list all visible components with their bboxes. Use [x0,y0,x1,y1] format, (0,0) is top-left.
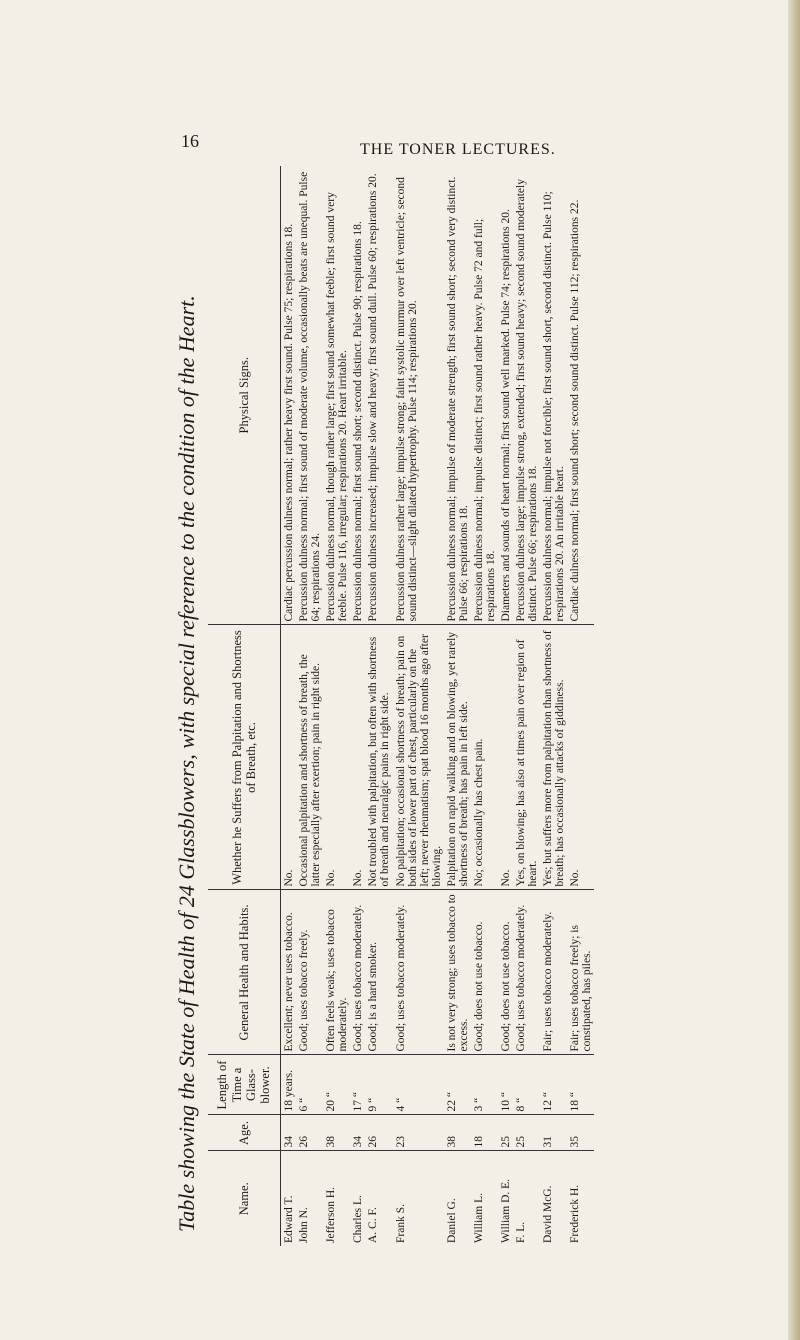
header-row [208,166,281,1246]
cell-length: 12 “ [540,1055,567,1115]
cell-general: Is not very strong; uses tobacco to excess. [444,890,471,1055]
cell-name: F. L. [515,1221,528,1243]
cell-length: 20 “ [323,1055,350,1115]
health-table [208,166,594,1246]
cell-name: Charles L. [352,1195,365,1243]
header-palpitation: Whether he Suffers from Palpitation and Shortness of Breath, etc. [208,625,281,890]
cell-age: 31 [540,1115,567,1151]
cell-length: 10 “ [498,1055,513,1115]
table-row [513,166,540,1246]
cell-palpitation: Yes, on blowing; has also at times pain over region of heart. [513,625,540,890]
header-physical: Physical Signs. [208,166,281,625]
cell-general: Good; uses tobacco freely. [296,890,323,1055]
table-row [365,166,392,1246]
cell-palpitation: Yes; but suffers more from palpitation than shortness of breath; has occasionally attacks of giddiness. [540,625,567,890]
cell-palpitation: Palpitation on rapid walking and on blowing, yet rarely shortness of breath; has pain in left side. [444,625,471,890]
cell-age: 34 [281,1115,297,1151]
header-name: Name. [208,1151,281,1246]
cell-name: A. C. F. [367,1207,380,1243]
cell-general: Good; does not use tobacco. [498,890,513,1055]
cell-name: Edward T. [283,1195,295,1243]
cell-physical: Cardiac dulness normal; first sound short; second sound distinct. Pulse 112; respirations 22. [567,166,594,625]
table-row [323,166,350,1246]
page-edge [788,0,800,1340]
cell-length: 8 “ [513,1055,540,1115]
cell-length: 22 “ [444,1055,471,1115]
cell-general: Good; uses tobacco moderately. [393,890,444,1055]
cell-general: Good; is a hard smoker. [365,890,392,1055]
cell-age: 26 [365,1115,392,1151]
cell-physical: Percussion dulness normal; first sound short; second distinct. Pulse 90; respirations 18. [350,166,365,625]
cell-physical: Cardiac percussion dulness normal; rather heavy first sound. Pulse 75; respirations 18. [281,166,297,625]
cell-general: Good; uses tobacco moderately. [350,890,365,1055]
table-row [296,166,323,1246]
table-row [281,166,297,1246]
table-row [567,166,594,1246]
cell-palpitation: No. [498,625,513,890]
cell-age: 35 [567,1115,594,1151]
cell-name: Frederick H. [569,1184,582,1243]
cell-length: 18 “ [567,1055,594,1115]
running-head: THE TONER LECTURES. [360,141,556,158]
cell-palpitation: Occasional palpitation and shortness of breath, the latter especially after exertion; pain in right side. [296,625,323,890]
page-number: 16 [181,131,199,151]
cell-length: 17 “ [350,1055,365,1115]
cell-age: 18 [471,1115,498,1151]
table-row [498,166,513,1246]
cell-general: Often feels weak; uses tobacco moderately. [323,890,350,1055]
cell-physical: Percussion dulness large; impulse strong, extended; first sound heavy; second sound moderately distinct. Pulse 66; respirations 18. [513,166,540,625]
table-row [350,166,365,1246]
header-age: Age. [208,1115,281,1151]
cell-name: William D. E. [500,1178,512,1243]
cell-physical: Percussion dulness normal; impulse of moderate strength; first sound short; second very distinct. Pulse 66; respirations 18. [444,166,471,625]
cell-general: Fair; uses tobacco moderately. [540,890,567,1055]
header-length: Length of Time a Glass-blower. [208,1055,281,1115]
health-table-container [208,166,770,1246]
cell-palpitation: No. [323,625,350,890]
cell-name: Daniel G. [445,1198,458,1243]
cell-age: 38 [323,1115,350,1151]
table-row [471,166,498,1246]
cell-name: Frank S. [394,1204,407,1243]
cell-age: 34 [350,1115,365,1151]
table-caption: Table showing the State of Health of 24 Glassblowers, with special reference to the condition of the Heart. [174,295,199,1232]
table-row [444,166,471,1246]
cell-age: 25 [498,1115,513,1151]
cell-physical: Percussion dulness normal, though rather large; first sound somewhat feeble; first sound very feeble. Pulse 116, irregular; respirations 20. Heart irritable. [323,166,350,625]
cell-age: 38 [444,1115,471,1151]
cell-physical: Percussion dulness normal; impulse not forcible; first sound short, second distinct. Pulse 110; respirations 20. An irritable heart. [540,166,567,625]
cell-general: Excellent; never uses tobacco. [281,890,297,1055]
cell-physical: Diameters and sounds of heart normal; first sound well marked. Pulse 74; respirations 20. [498,166,513,625]
cell-age: 25 [513,1115,540,1151]
table-body [281,166,595,1246]
table-row [540,166,567,1246]
cell-length: 6 “ [296,1055,323,1115]
cell-physical: Percussion dulness normal; first sound of moderate volume, occasionally beats are unequal. Pulse 64; respirations 24. [296,166,323,625]
cell-general: Good; uses tobacco moderately. [513,890,540,1055]
cell-name: David McG. [542,1185,555,1243]
cell-palpitation: Not troubled with palpitation, but often with shortness of breath and neuralgic pains in right side. [365,625,392,890]
cell-name: Jefferson H. [325,1187,338,1243]
cell-age: 23 [393,1115,444,1151]
cell-age: 26 [296,1115,323,1151]
cell-length: 3 “ [471,1055,498,1115]
cell-physical: Percussion dulness normal; impulse distinct; first sound rather heavy. Pulse 72 and full; respirations 18. [471,166,498,625]
cell-palpitation: No. [281,625,297,890]
cell-length: 18 years. [281,1055,297,1115]
cell-physical: Percussion dulness rather large; impulse strong; faint systolic murmur over left ventricle; second sound distinct—slight dilated hypertrophy. Pulse 114; respirations 20. [393,166,444,625]
cell-physical: Percussion dulness increased; impulse slow and heavy; first sound dull. Pulse 60; respirations 20. [365,166,392,625]
cell-general: Fair; uses tobacco freely; is constipated, has piles. [567,890,594,1055]
table-row [393,166,444,1246]
header-general: General Health and Habits. [208,890,281,1055]
cell-length: 4 “ [393,1055,444,1115]
cell-name: John N. [298,1207,311,1243]
cell-name: William L. [472,1193,485,1243]
cell-palpitation: No. [567,625,594,890]
cell-palpitation: No palpitation; occasional shortness of breath; pain on both sides of lower part of chest, particularly on the left; never rheumatism; spat blood 16 months ago after blowing. [393,625,444,890]
cell-palpitation: No; occasionally has chest pain. [471,625,498,890]
cell-general: Good; does not use tobacco. [471,890,498,1055]
cell-palpitation: No. [350,625,365,890]
cell-length: 9 “ [365,1055,392,1115]
